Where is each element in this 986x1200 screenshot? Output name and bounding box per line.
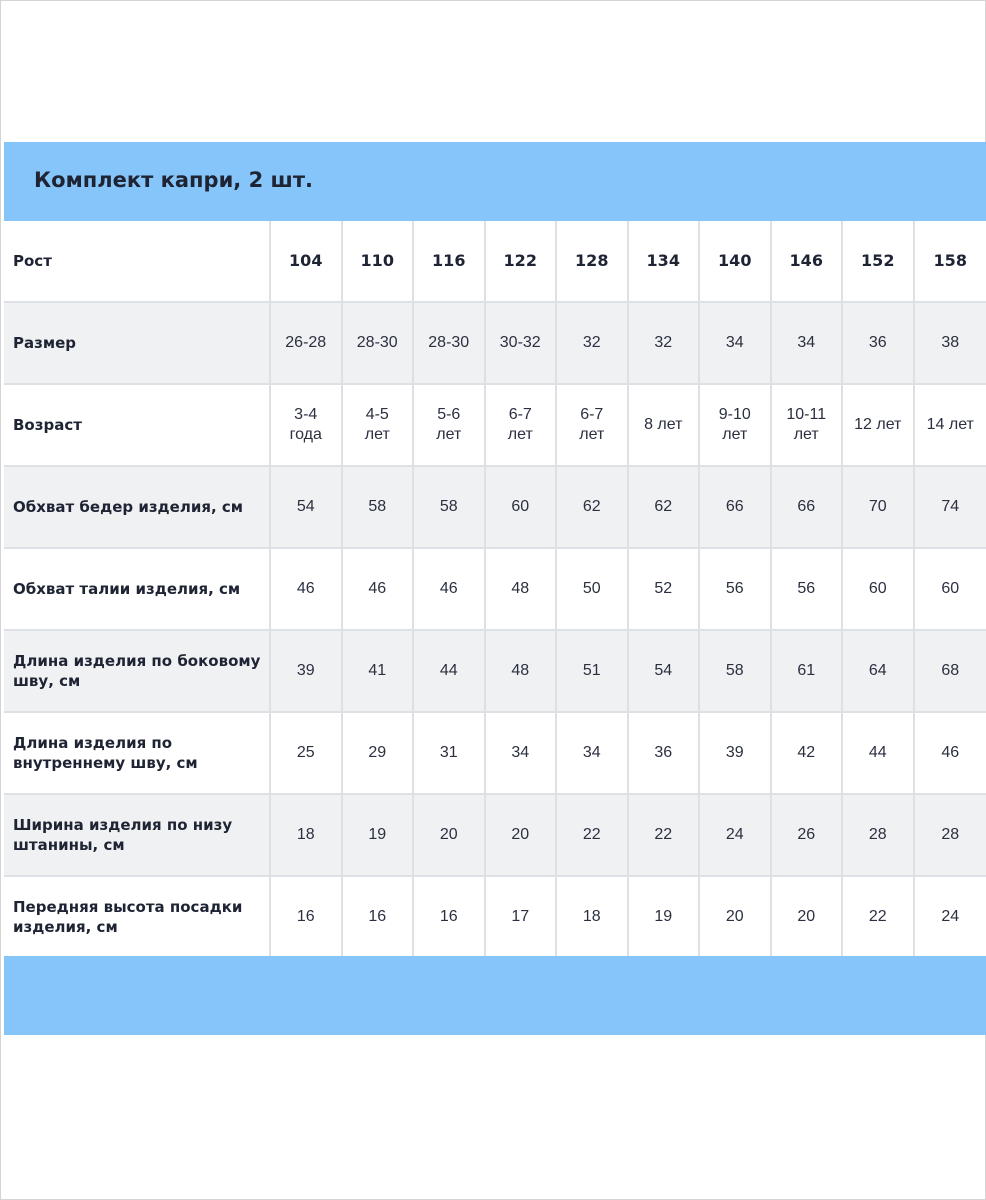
table-cell: 60 <box>915 549 986 631</box>
height-cell: 152 <box>843 221 915 303</box>
height-cell: 140 <box>700 221 772 303</box>
table-cell: 34 <box>772 303 844 385</box>
table-cell: 19 <box>343 795 415 877</box>
table-row <box>4 713 986 795</box>
table-cell: 56 <box>700 549 772 631</box>
table-cell: 54 <box>271 467 343 549</box>
row-label: Длина изделия по боковому шву, см <box>4 631 271 713</box>
table-cell: 64 <box>843 631 915 713</box>
table-cell: 41 <box>343 631 415 713</box>
table-cell: 18 <box>271 795 343 877</box>
table-cell: 22 <box>557 795 629 877</box>
table-cell: 61 <box>772 631 844 713</box>
table-row <box>4 303 986 385</box>
table-cell: 44 <box>414 631 486 713</box>
table-cell: 5-6 лет <box>414 385 486 467</box>
height-cell: 134 <box>629 221 701 303</box>
table-cell: 48 <box>486 549 558 631</box>
table-row <box>4 549 986 631</box>
table-cell: 12 лет <box>843 385 915 467</box>
table-cell: 16 <box>343 877 415 959</box>
table-cell: 16 <box>414 877 486 959</box>
table-cell: 9-10 лет <box>700 385 772 467</box>
table-cell: 62 <box>557 467 629 549</box>
table-cell: 20 <box>414 795 486 877</box>
row-label: Обхват бедер изделия, см <box>4 467 271 549</box>
table-cell: 32 <box>629 303 701 385</box>
table-cell: 56 <box>772 549 844 631</box>
height-cell: 116 <box>414 221 486 303</box>
table-cell: 10-11 лет <box>772 385 844 467</box>
table-cell: 24 <box>915 877 986 959</box>
table-cell: 28 <box>843 795 915 877</box>
table-cell: 6-7 лет <box>486 385 558 467</box>
table-cell: 16 <box>271 877 343 959</box>
height-cell: 122 <box>486 221 558 303</box>
row-label: Обхват талии изделия, см <box>4 549 271 631</box>
row-label: Передняя высота посадки изделия, см <box>4 877 271 959</box>
table-row <box>4 631 986 713</box>
table-cell: 22 <box>843 877 915 959</box>
table-row <box>4 795 986 877</box>
table-cell: 48 <box>486 631 558 713</box>
table-cell: 44 <box>843 713 915 795</box>
table-cell: 66 <box>700 467 772 549</box>
table-cell: 46 <box>271 549 343 631</box>
table-cell: 52 <box>629 549 701 631</box>
table-cell: 60 <box>843 549 915 631</box>
table-cell: 39 <box>271 631 343 713</box>
table-cell: 28-30 <box>343 303 415 385</box>
row-label: Возраст <box>4 385 271 467</box>
table-cell: 66 <box>772 467 844 549</box>
table-cell: 4-5 лет <box>343 385 415 467</box>
table-cell: 51 <box>557 631 629 713</box>
table-cell: 20 <box>772 877 844 959</box>
table-cell: 42 <box>772 713 844 795</box>
table-cell: 20 <box>700 877 772 959</box>
table-cell: 46 <box>343 549 415 631</box>
table-cell: 19 <box>629 877 701 959</box>
table-cell: 8 лет <box>629 385 701 467</box>
row-label: Рост <box>4 221 271 303</box>
table-cell: 26-28 <box>271 303 343 385</box>
table-cell: 36 <box>629 713 701 795</box>
height-cell: 146 <box>772 221 844 303</box>
table-cell: 46 <box>915 713 986 795</box>
table-cell: 36 <box>843 303 915 385</box>
title-bar <box>4 142 986 221</box>
table-row <box>4 877 986 959</box>
table-cell: 34 <box>557 713 629 795</box>
table-cell: 58 <box>700 631 772 713</box>
table-cell: 18 <box>557 877 629 959</box>
table-cell: 74 <box>915 467 986 549</box>
table-cell: 34 <box>700 303 772 385</box>
table-cell: 20 <box>486 795 558 877</box>
row-label: Размер <box>4 303 271 385</box>
table-header-row <box>4 221 986 303</box>
table-cell: 25 <box>271 713 343 795</box>
table-row <box>4 467 986 549</box>
table-cell: 58 <box>343 467 415 549</box>
table-cell: 24 <box>700 795 772 877</box>
table-cell: 68 <box>915 631 986 713</box>
table-cell: 60 <box>486 467 558 549</box>
table-cell: 26 <box>772 795 844 877</box>
row-label: Ширина изделия по низу штанины, см <box>4 795 271 877</box>
table-cell: 6-7 лет <box>557 385 629 467</box>
table-cell: 46 <box>414 549 486 631</box>
table-cell: 58 <box>414 467 486 549</box>
height-cell: 128 <box>557 221 629 303</box>
table-cell: 30-32 <box>486 303 558 385</box>
table-row <box>4 385 986 467</box>
row-label: Длина изделия по внутреннему шву, см <box>4 713 271 795</box>
table-cell: 22 <box>629 795 701 877</box>
table-cell: 14 лет <box>915 385 986 467</box>
height-cell: 158 <box>915 221 986 303</box>
table-cell: 29 <box>343 713 415 795</box>
table-cell: 28-30 <box>414 303 486 385</box>
height-cell: 104 <box>271 221 343 303</box>
table-cell: 54 <box>629 631 701 713</box>
table-cell: 34 <box>486 713 558 795</box>
footer-bar <box>4 956 986 1035</box>
table-cell: 17 <box>486 877 558 959</box>
table-cell: 32 <box>557 303 629 385</box>
table-cell: 28 <box>915 795 986 877</box>
size-table <box>4 221 986 959</box>
table-cell: 62 <box>629 467 701 549</box>
page-title: Комплект капри, 2 шт. <box>34 168 313 192</box>
table-cell: 3-4 года <box>271 385 343 467</box>
table-cell: 70 <box>843 467 915 549</box>
table-cell: 38 <box>915 303 986 385</box>
height-cell: 110 <box>343 221 415 303</box>
table-cell: 31 <box>414 713 486 795</box>
table-cell: 50 <box>557 549 629 631</box>
table-cell: 39 <box>700 713 772 795</box>
